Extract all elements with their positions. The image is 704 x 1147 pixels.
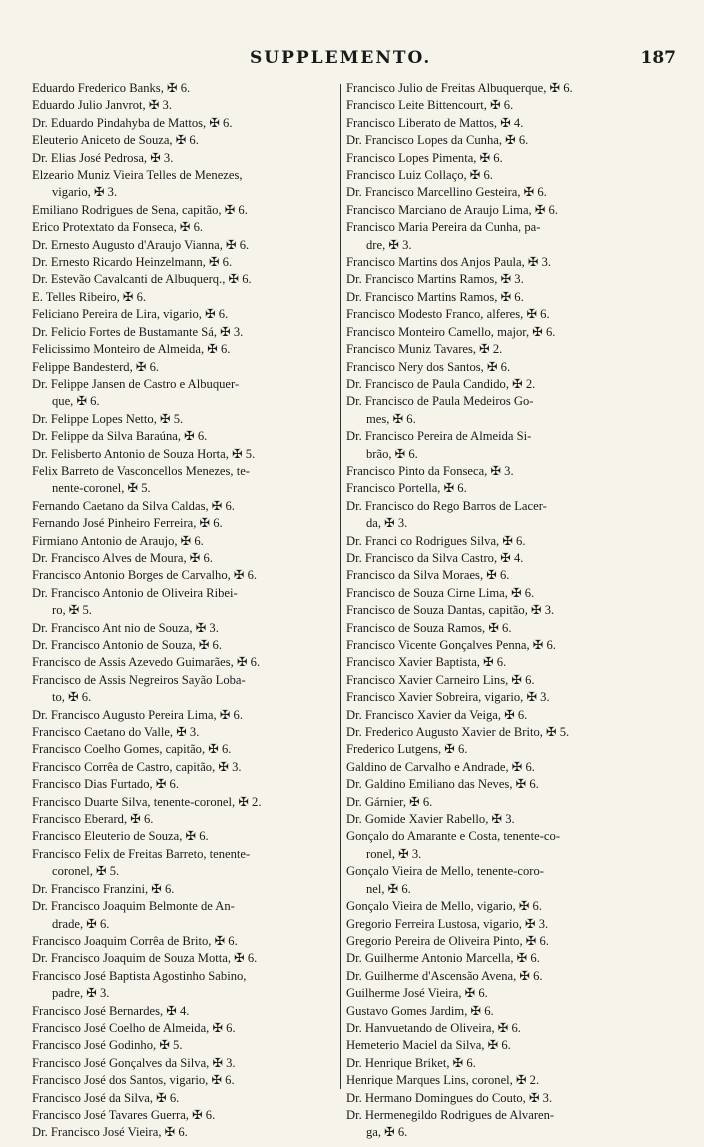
list-entry: Gustavo Gomes Jardim, ✠ 6. [346, 1003, 494, 1018]
list-entry: Dr. Francisco Franzini, ✠ 6. [32, 881, 175, 896]
list-entry: Dr. Francisco Joaquim Belmonte de An- [32, 899, 235, 914]
list-entry: Francisco José Coelho de Almeida, ✠ 6. [32, 1020, 236, 1035]
list-entry: Dr. Felippe da Silva Baraúna, ✠ 6. [32, 429, 208, 444]
list-entry: Francisco Corrêa de Castro, capitão, ✠ 3. [32, 759, 242, 774]
left-column [32, 80, 334, 1140]
list-entry: Francisco Leite Bittencourt, ✠ 6. [346, 98, 514, 113]
list-entry: Francisco Felix de Freitas Barreto, tenente- [32, 846, 251, 861]
list-entry: Dr. Francisco Martins Ramos, ✠ 3. [346, 272, 524, 287]
list-entry: Dr. Frederico Augusto Xavier de Brito, ✠ 5. [346, 725, 570, 740]
list-entry: Firmiano Antonio de Araujo, ✠ 6. [32, 533, 204, 548]
list-entry: Francisco Liberato de Mattos, ✠ 4. [346, 115, 524, 130]
list-entry: mes, ✠ 6. [366, 411, 416, 426]
list-entry: Francisco de Assis Azevedo Guimarães, ✠ 6. [32, 655, 261, 670]
column-divider [340, 84, 341, 1089]
list-entry: Francisco de Souza Ramos, ✠ 6. [346, 620, 512, 635]
list-entry: Henrique Marques Lins, coronel, ✠ 2. [346, 1073, 540, 1088]
list-entry: Dr. Hermenegildo Rodrigues de Alvaren- [346, 1107, 555, 1122]
list-entry: Francisco de Souza Cirne Lima, ✠ 6. [346, 585, 535, 600]
list-entry: Dr. Francisco Antonio de Souza, ✠ 6. [32, 638, 222, 652]
list-entry: Dr. Hermano Domingues do Couto, ✠ 3. [346, 1090, 553, 1105]
list-entry: Francisco José Gonçalves da Silva, ✠ 3. [32, 1055, 236, 1070]
list-entry: Francisco Martins dos Anjos Paula, ✠ 3. [346, 255, 552, 270]
list-entry: Eduardo Frederico Banks, ✠ 6. [32, 81, 191, 95]
list-entry: Felippe Bandesterd, ✠ 6. [32, 359, 160, 374]
list-entry: Francisco José Baptista Agostinho Sabino, [32, 968, 247, 983]
list-entry: vigario, ✠ 3. [52, 185, 118, 200]
list-entry: da, ✠ 3. [366, 516, 408, 531]
list-entry: Francisco José dos Santos, vigario, ✠ 6. [32, 1073, 235, 1088]
list-entry: Dr. Francisco José Vieira, ✠ 6. [32, 1125, 188, 1140]
list-entry: Dr. Francisco da Silva Castro, ✠ 4. [346, 550, 524, 565]
list-entry: Francisco José Godinho, ✠ 5. [32, 1038, 183, 1053]
list-entry: Dr. Felicio Fortes de Bustamante Sá, ✠ 3. [32, 324, 244, 339]
list-entry: Dr. Felippe Lopes Netto, ✠ 5. [32, 411, 184, 426]
list-entry: Francisco Eleuterio de Souza, ✠ 6. [32, 829, 209, 844]
list-entry: Francisco Vicente Gonçalves Penna, ✠ 6. [346, 638, 556, 652]
list-entry: Dr. Felisberto Antonio de Souza Horta, ✠ 5. [32, 446, 256, 461]
list-entry: Francisco Marciano de Araujo Lima, ✠ 6. [346, 202, 558, 217]
list-entry: Francisco Dias Furtado, ✠ 6. [32, 777, 179, 792]
list-entry: Elzeario Muniz Vieira Telles de Menezes, [32, 168, 243, 183]
list-entry: Eduardo Julio Janvrot, ✠ 3. [32, 98, 172, 113]
list-entry: Galdino de Carvalho e Andrade, ✠ 6. [346, 759, 535, 774]
list-entry: to, ✠ 6. [52, 690, 92, 705]
list-entry: Dr. Ernesto Augusto d'Araujo Vianna, ✠ 6. [32, 237, 250, 252]
list-entry: Dr. Felippe Jansen de Castro e Albuquer- [32, 376, 240, 391]
list-entry: Dr. Francisco do Rego Barros de Lacer- [346, 498, 547, 513]
list-entry: Fernando José Pinheiro Ferreira, ✠ 6. [32, 516, 223, 531]
list-entry: ro, ✠ 5. [52, 603, 92, 618]
list-entry: Francisco Portella, ✠ 6. [346, 481, 467, 496]
list-entry: que, ✠ 6. [52, 394, 100, 409]
list-entry: ronel, ✠ 3. [366, 846, 422, 861]
list-entry: Francisco Xavier Sobreira, vigario, ✠ 3. [346, 690, 550, 705]
list-entry: Francisco Duarte Silva, tenente-coronel, ✠ 2. [32, 794, 262, 809]
list-entry: nel, ✠ 6. [366, 881, 411, 896]
list-entry: Francisco Antonio Borges de Carvalho, ✠ 6. [32, 568, 258, 583]
list-entry: Gregorio Pereira de Oliveira Pinto, ✠ 6. [346, 933, 549, 948]
list-entry: Francisco Coelho Gomes, capitão, ✠ 6. [32, 742, 232, 757]
list-entry: Dr. Francisco Joaquim de Souza Motta, ✠ 6. [32, 951, 258, 966]
list-entry: padre, ✠ 3. [52, 986, 110, 1001]
list-entry: Dr. Francisco Xavier da Veiga, ✠ 6. [346, 707, 528, 722]
list-entry: Francisco Pinto da Fonseca, ✠ 3. [346, 463, 514, 478]
list-entry: Dr. Henrique Briket, ✠ 6. [346, 1055, 476, 1070]
list-entry: Guilherme José Vieira, ✠ 6. [346, 986, 488, 1001]
list-entry: Dr. Francisco Alves de Moura, ✠ 6. [32, 550, 213, 565]
list-entry: brão, ✠ 6. [366, 446, 418, 461]
page-number: 187 [640, 48, 676, 68]
list-entry: Dr. Gomide Xavier Rabello, ✠ 3. [346, 812, 515, 827]
list-entry: Dr. Francisco de Paula Medeiros Go- [346, 394, 534, 409]
list-entry: Francisco Nery dos Santos, ✠ 6. [346, 359, 511, 374]
list-entry: Dr. Francisco de Paula Candido, ✠ 2. [346, 376, 536, 391]
list-entry: Francisco de Souza Dantas, capitão, ✠ 3. [346, 603, 555, 618]
list-entry: Dr. Francisco Martins Ramos, ✠ 6. [346, 289, 524, 304]
list-entry: Gregorio Ferreira Lustosa, vigario, ✠ 3. [346, 916, 549, 931]
list-entry: Dr. Elias José Pedrosa, ✠ 3. [32, 150, 174, 165]
list-entry: Gonçalo do Amarante e Costa, tenente-co- [346, 829, 561, 844]
list-entry: Francisco Xavier Carneiro Lins, ✠ 6. [346, 672, 535, 687]
list-entry: Dr. Guilherme d'Ascensão Avena, ✠ 6. [346, 968, 543, 983]
list-entry: Dr. Franci co Rodrigues Silva, ✠ 6. [346, 533, 526, 548]
list-entry: Francisco Luiz Collaço, ✠ 6. [346, 168, 493, 183]
list-entry: Francisco Modesto Franco, alferes, ✠ 6. [346, 307, 550, 322]
list-entry: Gonçalo Vieira de Mello, tenente-coro- [346, 864, 544, 879]
list-entry: Dr. Eduardo Pindahyba de Mattos, ✠ 6. [32, 115, 233, 130]
list-entry: Dr. Francisco Augusto Pereira Lima, ✠ 6. [32, 707, 243, 722]
list-entry: Erico Protextato da Fonseca, ✠ 6. [32, 220, 204, 235]
list-entry: Francisco da Silva Moraes, ✠ 6. [346, 568, 510, 583]
right-column [346, 80, 686, 1140]
list-entry: Dr. Gárnier, ✠ 6. [346, 794, 433, 809]
list-entry: Francisco Eberard, ✠ 6. [32, 812, 154, 827]
list-entry: Dr. Francisco Marcellino Gesteira, ✠ 6. [346, 185, 547, 200]
list-entry: Dr. Galdino Emiliano das Neves, ✠ 6. [346, 777, 539, 792]
list-entry: ga, ✠ 6. [366, 1125, 408, 1140]
list-entry: Francisco Lopes Pimenta, ✠ 6. [346, 150, 503, 165]
list-entry: Francisco José da Silva, ✠ 6. [32, 1090, 180, 1105]
list-entry: nente-coronel, ✠ 5. [52, 481, 151, 496]
list-entry: Francisco Muniz Tavares, ✠ 2. [346, 342, 503, 357]
list-entry: Fernando Caetano da Silva Caldas, ✠ 6. [32, 498, 235, 513]
page-title: SUPPLEMENTO. [250, 48, 432, 68]
list-entry: coronel, ✠ 5. [52, 864, 120, 879]
list-entry: Emiliano Rodrigues de Sena, capitão, ✠ 6. [32, 202, 248, 217]
list-entry: Dr. Francisco Antonio de Oliveira Ribei- [32, 585, 238, 600]
list-entry: Francisco Monteiro Camello, major, ✠ 6. [346, 324, 556, 339]
list-entry: Dr. Estevão Cavalcanti de Albuquerq., ✠ 6. [32, 272, 252, 287]
list-entry: Gonçalo Vieira de Mello, vigario, ✠ 6. [346, 899, 542, 914]
list-entry: Felix Barreto de Vasconcellos Menezes, te- [32, 463, 250, 478]
list-entry: drade, ✠ 6. [52, 916, 110, 931]
list-entry: Eleuterio Aniceto de Souza, ✠ 6. [32, 133, 199, 148]
page-header [0, 48, 704, 72]
list-entry: Dr. Francisco Pereira de Almeida Si- [346, 429, 532, 444]
list-entry: Frederico Lutgens, ✠ 6. [346, 742, 468, 757]
list-entry: Dr. Francisco Lopes da Cunha, ✠ 6. [346, 133, 529, 148]
list-entry: Feliciano Pereira de Lira, vigario, ✠ 6. [32, 307, 229, 322]
list-entry: Dr. Hanvuetando de Oliveira, ✠ 6. [346, 1020, 521, 1035]
list-entry: Felicissimo Monteiro de Almeida, ✠ 6. [32, 342, 231, 357]
list-entry: Francisco Caetano do Valle, ✠ 3. [32, 725, 200, 740]
list-entry: Francisco José Tavares Guerra, ✠ 6. [32, 1107, 216, 1122]
list-entry: Dr. Guilherme Antonio Marcella, ✠ 6. [346, 951, 540, 966]
list-entry: E. Telles Ribeiro, ✠ 6. [32, 289, 147, 304]
list-entry: Francisco Xavier Baptista, ✠ 6. [346, 655, 507, 670]
list-entry: Francisco de Assis Negreiros Sayão Loba- [32, 672, 246, 687]
list-entry: Francisco Maria Pereira da Cunha, pa- [346, 220, 541, 235]
list-entry: Hemeterio Maciel da Silva, ✠ 6. [346, 1038, 511, 1053]
list-entry: dre, ✠ 3. [366, 237, 412, 252]
list-entry: Francisco Joaquim Corrêa de Brito, ✠ 6. [32, 933, 238, 948]
list-entry: Dr. Francisco Ant nio de Souza, ✠ 3. [32, 620, 219, 635]
list-entry: Francisco José Bernardes, ✠ 4. [32, 1003, 190, 1018]
list-entry: Dr. Ernesto Ricardo Heinzelmann, ✠ 6. [32, 255, 233, 270]
list-entry: Francisco Julio de Freitas Albuquerque, ✠ 6. [346, 81, 573, 95]
